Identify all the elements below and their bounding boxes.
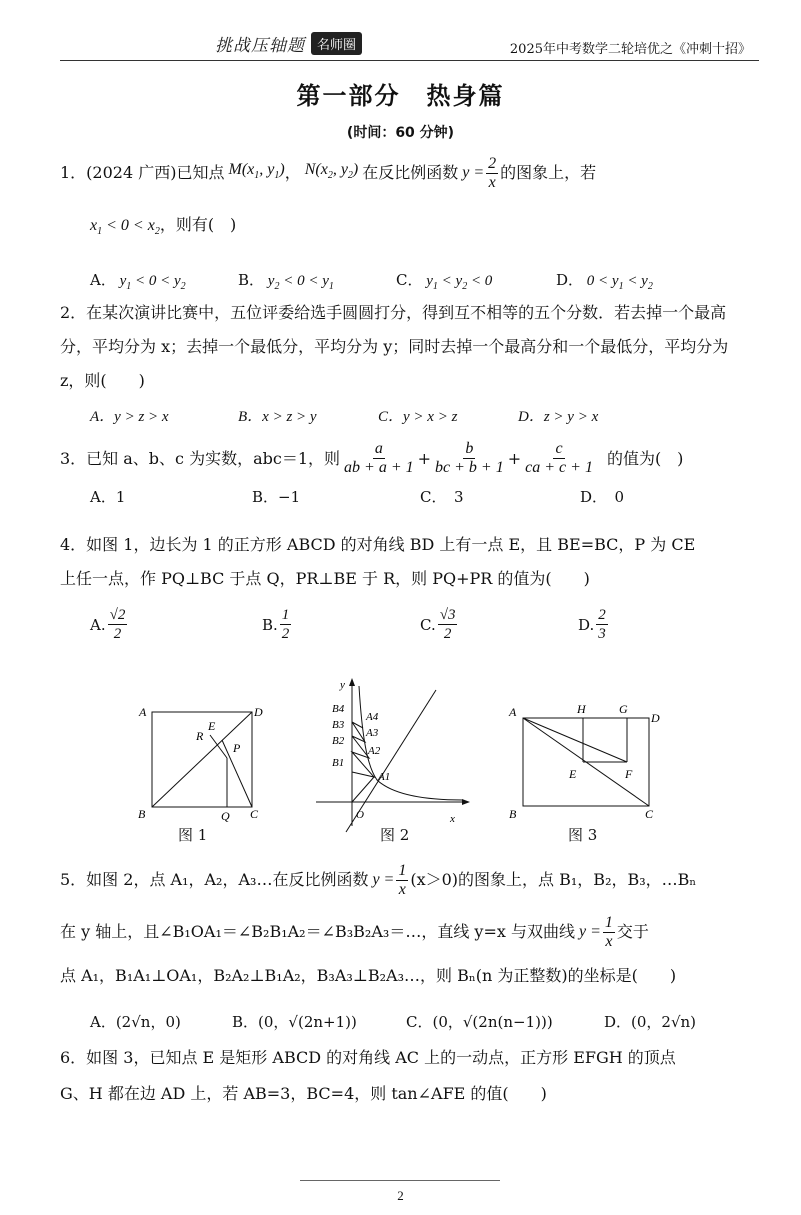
- q3-frac-2: $\frac{b}{bc + b + 1}$: [435, 440, 504, 476]
- q4-options: [60, 606, 750, 643]
- fig1-caption: 图 1: [178, 826, 208, 844]
- q4-frac-a-num: √2: [109, 607, 126, 623]
- question-6: [60, 1040, 750, 1112]
- q1-option-c: C．: [396, 271, 423, 290]
- q5-line1b: (x＞0)的图象上，点 B₁，B₂，B₃，…Bₙ: [410, 870, 697, 889]
- q3-stem-b: 的值为( ): [606, 448, 684, 468]
- q3-options: [60, 481, 750, 513]
- figure-3: [505, 700, 665, 825]
- q4-frac-d-num: 2: [598, 607, 606, 623]
- q5-fraction-1: $\frac{1}{x}$: [398, 861, 407, 898]
- q1-stem-b: 在反比例函数: [362, 163, 459, 182]
- q1-stem-a: 1．(2024 广西)已知点: [60, 163, 225, 182]
- q2-options: [60, 400, 750, 434]
- fig1-label-p: P: [233, 741, 241, 755]
- q1-fraction: $\frac{2}{x}$: [488, 154, 497, 191]
- q5-line3: 点 A₁，B₁A₁⊥OA₁，B₂A₂⊥B₁A₂，B₃A₃⊥B₂A₃…，则 Bₙ(n 为正整数)的坐标是( ): [60, 966, 677, 985]
- fig2-caption: 图 2: [380, 826, 410, 844]
- q1-options: A． $y_1 < 0 < y_2$ B． $y_2 < 0 < y_1$ C． $y_1 < y_2 < 0$ D． $0 < y_1 < y_2$: [90, 271, 653, 293]
- page-subtitle: (时间：60 分钟): [346, 125, 455, 141]
- q2-option-d: D．z > y > x: [518, 409, 599, 425]
- q4-frac-a-den: 2: [113, 626, 122, 642]
- fig1-label-d: D: [254, 705, 263, 719]
- q5-line1a: 5．如图 2，点 A₁，A₂，A₃…在反比例函数: [60, 870, 369, 889]
- fig2-label-b2: B2: [332, 735, 345, 747]
- fig1-label-q: Q: [221, 809, 230, 823]
- q4-frac-c-den: 2: [443, 626, 452, 642]
- fig2-label-o: O: [356, 809, 364, 821]
- question-4: [60, 528, 750, 643]
- fig3-label-a: A: [509, 705, 517, 719]
- q4-frac-d-den: 3: [598, 626, 606, 642]
- q3-option-d: D． 0: [580, 488, 625, 506]
- page-title: 第一部分 热身篇: [296, 82, 505, 110]
- q3-option-b: B．−1: [252, 488, 301, 506]
- q5-line2a: 在 y 轴上，且∠B₁OA₁＝∠B₂B₁A₂＝∠B₃B₂A₃＝…，直线 y=x 与双曲线: [60, 922, 575, 941]
- q3-frac-3: $\frac{c}{ca + c + 1}$: [525, 440, 593, 476]
- question-2: [60, 296, 750, 434]
- page-number: 2: [397, 1188, 404, 1203]
- q5-option-c: C．(0，√(2n(n−1))): [406, 1013, 553, 1031]
- header-divider: [60, 60, 759, 61]
- q4-frac-b-den: 2: [281, 626, 290, 642]
- fig2-label-b3: B3: [332, 719, 345, 731]
- q5-line2b: 交于: [616, 922, 649, 941]
- question-5: 5．如图 2，点 A₁，A₂，A₃…在反比例函数 y = $\frac{1}{x}$ (x＞0)的图象上，点 B₁，B₂，B₃，…Bₙ 在 y 轴上，且∠B₁OA₁＝∠B₂B₁A₂＝∠B₃B₂A₃＝…，直线 y=x 与双曲线 y = $\frac{1}{x}$ 交于 点 A₁，B₁A₁⊥OA₁，B₂A₂⊥B₁A₂，B₃A₃⊥B₂A₃…，则 Bₙ(n 为正整数)的坐标是( ) A．(2√n，0) B．(0，√(2n+1)) C．(0，√(2n(n−1))) D．(0，2√n): [60, 860, 750, 1038]
- q2-option-c: C．y > x > z: [378, 409, 458, 425]
- fig2-label-a2: A2: [368, 745, 381, 757]
- fig2-label-b4: B4: [332, 703, 345, 715]
- fig2-label-y: y: [340, 679, 345, 691]
- fig1-label-a: A: [139, 705, 147, 719]
- q3-option-a: A．1: [90, 488, 126, 506]
- q2-option-a: A．y > z > x: [90, 409, 169, 425]
- q5-fraction-2: $\frac{1}{x}$: [604, 913, 613, 950]
- q4-option-d: D.: [578, 615, 595, 634]
- q1-option-a: A．: [90, 271, 116, 290]
- q4-line1: 4．如图 1，边长为 1 的正方形 ABCD 的对角线 BD 上有一点 E，且 BE=BC，P 为 CE: [60, 535, 696, 554]
- header-logo: [215, 30, 420, 56]
- q4-option-c: C.: [420, 615, 436, 634]
- q2-option-b: B．x > z > y: [238, 409, 317, 425]
- q5-options: [60, 1006, 750, 1038]
- q5-option-b: B．(0，√(2n+1)): [232, 1013, 357, 1031]
- fig2-label-a3: A3: [366, 727, 379, 739]
- fig3-label-c: C: [645, 807, 654, 821]
- logo-badge: 名师圈: [311, 32, 362, 55]
- fig3-label-g: G: [619, 702, 628, 716]
- q3-stem-a: 3．已知 a、b、c 为实数，abc＝1，则: [60, 448, 341, 468]
- q3-option-c: C． 3: [420, 488, 464, 506]
- fig3-label-f: F: [625, 767, 633, 781]
- fig3-label-d: D: [651, 711, 660, 725]
- question-1: 1．(2024 广西)已知点 $M(x_1$, $y_1$) ， $N(x_2$, $y_2$) 在反比例函数 y = $\frac{2}{x}$ 的图象上，若 $x_1 < 0 < x_2$，则有( ) A． $y_1 < 0 < y_2$ B． $y_2 < 0 < y_1$ C． $y_1 < y_2 < 0$ D． $0 < y_1 < y_2$: [60, 155, 750, 303]
- fig1-label-b: B: [138, 807, 146, 821]
- fig1-label-r: R: [196, 729, 204, 743]
- q3-frac-1: $\frac{a}{ab + a + 1}$: [344, 440, 414, 476]
- q4-frac-c-num: √3: [439, 607, 456, 623]
- figure-1: [130, 700, 270, 830]
- fig2-label-x: x: [450, 813, 455, 825]
- logo-text: 挑战压轴题: [215, 35, 305, 56]
- fig3-label-b: B: [509, 807, 517, 821]
- fig3-label-e: E: [569, 767, 577, 781]
- q4-option-b: B.: [262, 615, 278, 634]
- q5-option-d: D．(0，2√n): [604, 1013, 697, 1031]
- fig3-caption: 图 3: [568, 826, 598, 844]
- fig1-label-c: C: [250, 807, 259, 821]
- header-series-title: 2025年中考数学二轮培优之《冲刺十招》: [509, 42, 751, 57]
- fig2-label-a4: A4: [366, 711, 379, 723]
- fig2-label-b1: B1: [332, 757, 345, 769]
- fig3-label-h: H: [577, 702, 586, 716]
- q4-frac-b-num: 1: [281, 607, 290, 623]
- q2-text: 2．在某次演讲比赛中，五位评委给选手圆圆打分，得到互不相等的五个分数．若去掉一个最高分，平均分为 x；去掉一个最低分，平均分为 y；同时去掉一个最高分和一个最低分，平均分为 z，则( ): [60, 303, 729, 390]
- figure-2: [312, 676, 472, 836]
- q1-option-b: B．: [238, 271, 265, 290]
- q6-line2: G、H 都在边 AD 上，若 AB=3，BC=4，则 tan∠AFE 的值( ): [60, 1084, 547, 1103]
- fig2-label-a1: A1: [378, 771, 391, 783]
- fig1-label-e: E: [208, 719, 216, 733]
- q1-line2: ，则有( ): [159, 215, 237, 234]
- footer-divider: [300, 1180, 500, 1181]
- q6-line1: 6．如图 3，已知点 E 是矩形 ABCD 的对角线 AC 上的一动点，正方形 EFGH 的顶点: [60, 1048, 676, 1067]
- q4-option-a: A.: [90, 615, 106, 634]
- q5-option-a: A．(2√n，0): [90, 1013, 181, 1031]
- question-3: 3．已知 a、b、c 为实数，abc＝1，则 $\frac{a}{ab + a + 1}$ + $\frac{b}{bc + b + 1}$ + $\frac{c}{ca + c + 1}$ 的值为( ) A．1 B．−1 C． 3 D． 0: [60, 440, 750, 513]
- q4-line2: 上任一点，作 PQ⊥BC 于点 Q，PR⊥BE 于 R，则 PQ+PR 的值为( ): [60, 569, 590, 588]
- q1-option-d: D．: [556, 271, 584, 290]
- q1-stem-c: 的图象上，若: [500, 163, 597, 182]
